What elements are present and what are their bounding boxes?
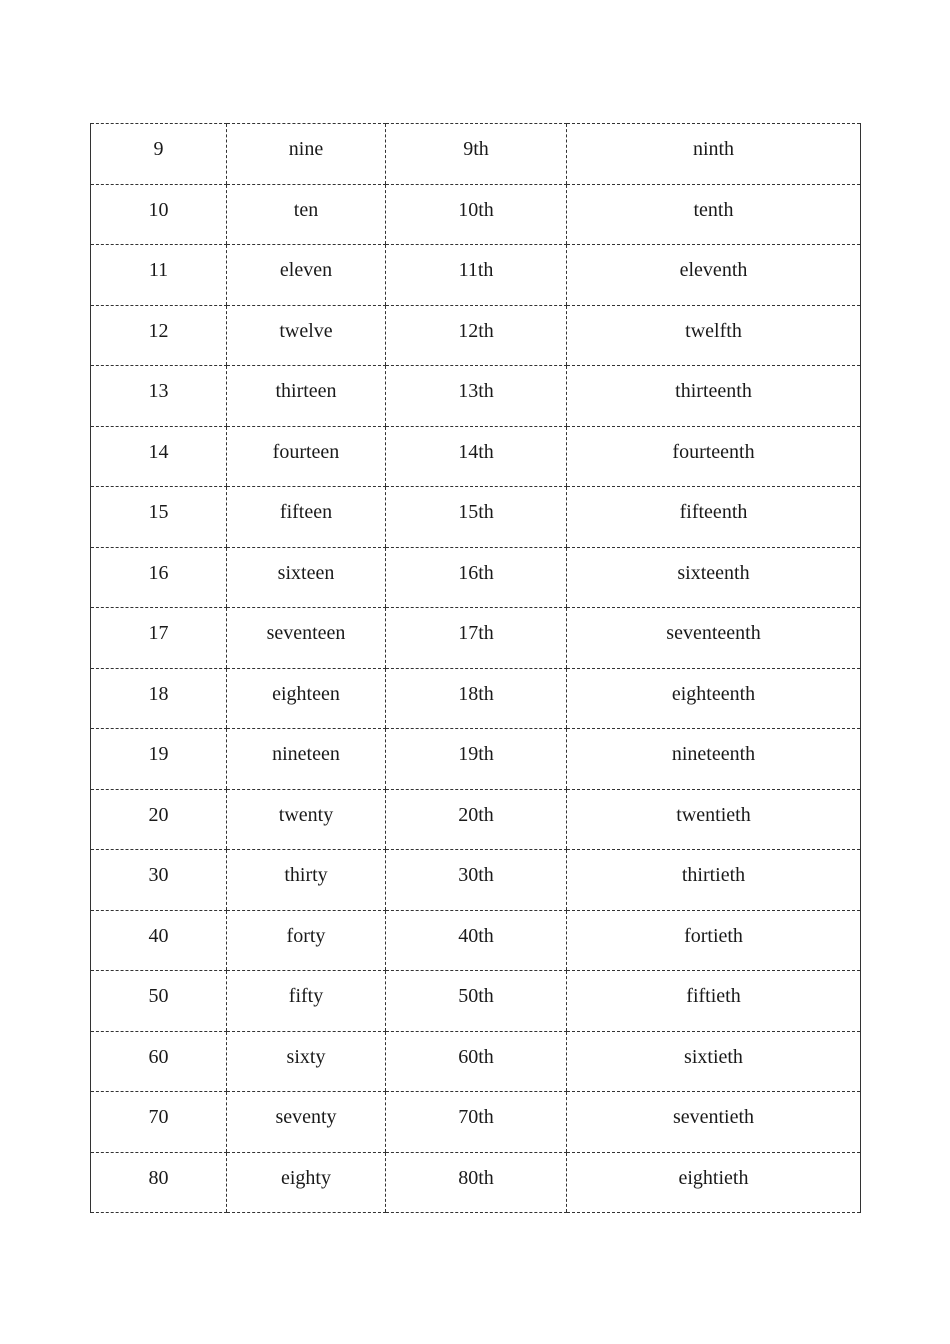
ordinal-word-cell: [567, 245, 861, 306]
ordinal-number-cell-text: 19th: [458, 743, 494, 765]
cardinal-number-cell-text: 19: [148, 743, 169, 765]
cardinal-number-cell-text: 17: [148, 622, 169, 644]
cardinal-number-cell-text: 14: [148, 440, 169, 463]
table-row: [91, 729, 861, 790]
cardinal-number-cell: [91, 305, 227, 366]
cardinal-number-cell-text: 12: [148, 319, 169, 342]
table-row: [91, 184, 861, 245]
cardinal-word-cell: [227, 245, 386, 306]
ordinal-word-cell-text: seventeenth: [666, 622, 761, 644]
cardinal-word-cell-text: nine: [288, 138, 324, 160]
cardinal-word-cell-text: thirty: [284, 864, 328, 886]
ordinal-number-cell: [386, 1031, 567, 1092]
ordinal-word-cell: [567, 789, 861, 850]
ordinal-number-cell: [386, 184, 567, 245]
ordinal-number-cell-text: 18th: [458, 682, 494, 705]
ordinal-number-cell-text: 80th: [458, 1166, 494, 1189]
numbers-table: [90, 123, 861, 1213]
ordinal-number-cell-text: 60th: [458, 1045, 494, 1068]
table-row: [91, 850, 861, 911]
table-row: [91, 1031, 861, 1092]
cardinal-number-cell: [91, 971, 227, 1032]
cardinal-number-cell-text: 13: [148, 380, 169, 402]
ordinal-number-cell-text: 30th: [458, 864, 494, 886]
cardinal-word-cell-text: seventeen: [266, 622, 346, 644]
cardinal-word-cell: [227, 547, 386, 608]
ordinal-number-cell-text: 70th: [458, 1106, 494, 1128]
cardinal-number-cell: [91, 1031, 227, 1092]
cardinal-number-cell: [91, 487, 227, 548]
cardinal-word-cell-text: twelve: [279, 319, 333, 342]
ordinal-number-cell: [386, 305, 567, 366]
ordinal-number-cell: [386, 426, 567, 487]
ordinal-word-cell-text: fifteenth: [679, 501, 748, 523]
cardinal-word-cell-text: eighteen: [272, 682, 340, 705]
ordinal-number-cell: [386, 1152, 567, 1213]
table-row: [91, 487, 861, 548]
table-row: [91, 426, 861, 487]
cardinal-number-cell: [91, 729, 227, 790]
ordinal-word-cell: [567, 547, 861, 608]
cardinal-word-cell-text: nineteen: [272, 743, 340, 765]
cardinal-number-cell-text: 60: [148, 1045, 169, 1068]
ordinal-word-cell-text: tenth: [693, 198, 734, 221]
table-row: [91, 245, 861, 306]
cardinal-word-cell-text: fifteen: [279, 501, 333, 523]
table-row: [91, 124, 861, 185]
cardinal-word-cell-text: sixty: [286, 1045, 326, 1068]
ordinal-word-cell: [567, 668, 861, 729]
cardinal-word-cell: [227, 668, 386, 729]
cardinal-word-cell: [227, 608, 386, 669]
ordinal-number-cell: [386, 910, 567, 971]
cardinal-word-cell: [227, 1152, 386, 1213]
cardinal-word-cell: [227, 366, 386, 427]
cardinal-word-cell-text: twenty: [278, 803, 334, 826]
ordinal-word-cell: [567, 1092, 861, 1153]
ordinal-word-cell: [567, 850, 861, 911]
ordinal-word-cell-text: fourteenth: [672, 440, 755, 463]
ordinal-number-cell: [386, 789, 567, 850]
table-row: [91, 910, 861, 971]
cardinal-number-cell: [91, 910, 227, 971]
ordinal-number-cell-text: 16th: [458, 561, 494, 584]
cardinal-number-cell: [91, 426, 227, 487]
cardinal-word-cell-text: ten: [293, 198, 319, 221]
ordinal-word-cell: [567, 366, 861, 427]
cardinal-word-cell-text: fourteen: [272, 440, 340, 463]
ordinal-word-cell-text: thirtieth: [681, 864, 746, 886]
ordinal-word-cell: [567, 729, 861, 790]
cardinal-number-cell: [91, 245, 227, 306]
ordinal-word-cell-text: twelfth: [685, 319, 742, 342]
ordinal-number-cell: [386, 850, 567, 911]
ordinal-number-cell-text: 15th: [458, 501, 494, 523]
ordinal-word-cell-text: twentieth: [676, 803, 751, 826]
cardinal-number-cell-text: 10: [148, 198, 169, 221]
ordinal-word-cell: [567, 184, 861, 245]
ordinal-word-cell: [567, 487, 861, 548]
ordinal-number-cell: [386, 366, 567, 427]
table-row: [91, 1152, 861, 1213]
ordinal-word-cell-text: seventieth: [672, 1106, 755, 1128]
table-row: [91, 547, 861, 608]
table-row: [91, 305, 861, 366]
cardinal-number-cell: [91, 668, 227, 729]
cardinal-number-cell-text: 40: [148, 924, 169, 947]
ordinal-number-cell: [386, 729, 567, 790]
ordinal-number-cell-text: 20th: [458, 803, 494, 826]
ordinal-word-cell-text: thirteenth: [675, 380, 752, 402]
ordinal-number-cell-text: 13th: [458, 380, 494, 402]
cardinal-number-cell-text: 15: [148, 501, 169, 523]
cardinal-number-cell: [91, 547, 227, 608]
cardinal-number-cell-text: 11: [148, 259, 169, 281]
cardinal-number-cell-text: 50: [148, 985, 169, 1007]
cardinal-word-cell: [227, 789, 386, 850]
cardinal-number-cell: [91, 124, 227, 185]
cardinal-word-cell: [227, 487, 386, 548]
cardinal-number-cell: [91, 850, 227, 911]
ordinal-word-cell-text: ninth: [692, 138, 735, 160]
ordinal-word-cell-text: sixtieth: [684, 1045, 743, 1068]
cardinal-number-cell-text: 9: [153, 138, 164, 160]
cardinal-number-cell: [91, 184, 227, 245]
ordinal-number-cell-text: 12th: [458, 319, 494, 342]
ordinal-number-cell: [386, 245, 567, 306]
table-row: [91, 366, 861, 427]
cardinal-number-cell: [91, 608, 227, 669]
ordinal-number-cell-text: 10th: [458, 198, 494, 221]
cardinal-word-cell-text: sixteen: [277, 561, 335, 584]
cardinal-number-cell-text: 16: [148, 561, 169, 584]
ordinal-word-cell-text: eightieth: [678, 1166, 749, 1189]
table-row: [91, 971, 861, 1032]
cardinal-word-cell: [227, 184, 386, 245]
ordinal-number-cell-text: 50th: [458, 985, 494, 1007]
ordinal-number-cell: [386, 547, 567, 608]
cardinal-number-cell-text: 30: [148, 864, 169, 886]
ordinal-word-cell: [567, 971, 861, 1032]
cardinal-word-cell-text: seventy: [275, 1106, 337, 1128]
cardinal-number-cell: [91, 366, 227, 427]
ordinal-number-cell-text: 11th: [458, 259, 494, 281]
cardinal-number-cell-text: 80: [148, 1166, 169, 1189]
ordinal-number-cell-text: 40th: [458, 924, 494, 947]
cardinal-word-cell: [227, 850, 386, 911]
cardinal-number-cell: [91, 1092, 227, 1153]
table-row: [91, 789, 861, 850]
cardinal-word-cell-text: thirteen: [275, 380, 337, 402]
ordinal-word-cell-text: nineteenth: [671, 743, 756, 765]
ordinal-word-cell-text: eighteenth: [671, 682, 756, 705]
ordinal-word-cell: [567, 1031, 861, 1092]
ordinal-number-cell-text: 17th: [458, 622, 494, 644]
ordinal-word-cell: [567, 910, 861, 971]
table-row: [91, 668, 861, 729]
ordinal-word-cell: [567, 426, 861, 487]
ordinal-word-cell-text: sixteenth: [677, 561, 750, 584]
ordinal-word-cell-text: fortieth: [684, 924, 743, 947]
cardinal-word-cell: [227, 1031, 386, 1092]
ordinal-number-cell-text: 9th: [463, 138, 489, 160]
table-row: [91, 1092, 861, 1153]
table-row: [91, 608, 861, 669]
cardinal-word-cell-text: forty: [286, 924, 326, 947]
ordinal-number-cell: [386, 668, 567, 729]
ordinal-word-cell: [567, 305, 861, 366]
cardinal-word-cell-text: eighty: [281, 1166, 331, 1189]
cardinal-word-cell-text: eleven: [279, 259, 333, 281]
cardinal-number-cell: [91, 789, 227, 850]
ordinal-word-cell: [567, 1152, 861, 1213]
cardinal-word-cell: [227, 729, 386, 790]
ordinal-word-cell-text: eleventh: [679, 259, 748, 281]
ordinal-number-cell: [386, 971, 567, 1032]
cardinal-number-cell-text: 18: [148, 682, 169, 705]
cardinal-word-cell: [227, 971, 386, 1032]
numbers-table-body: [91, 124, 861, 1213]
ordinal-number-cell: [386, 124, 567, 185]
ordinal-word-cell-text: fiftieth: [686, 985, 741, 1007]
cardinal-number-cell-text: 20: [148, 803, 169, 826]
cardinal-word-cell-text: fifty: [288, 985, 324, 1007]
cardinal-word-cell: [227, 426, 386, 487]
cardinal-word-cell: [227, 910, 386, 971]
ordinal-number-cell: [386, 608, 567, 669]
ordinal-number-cell: [386, 487, 567, 548]
ordinal-word-cell: [567, 608, 861, 669]
cardinal-number-cell-text: 70: [148, 1106, 169, 1128]
cardinal-number-cell: [91, 1152, 227, 1213]
ordinal-number-cell: [386, 1092, 567, 1153]
ordinal-number-cell-text: 14th: [458, 440, 494, 463]
ordinal-word-cell: [567, 124, 861, 185]
cardinal-word-cell: [227, 1092, 386, 1153]
cardinal-word-cell: [227, 305, 386, 366]
cardinal-word-cell: [227, 124, 386, 185]
